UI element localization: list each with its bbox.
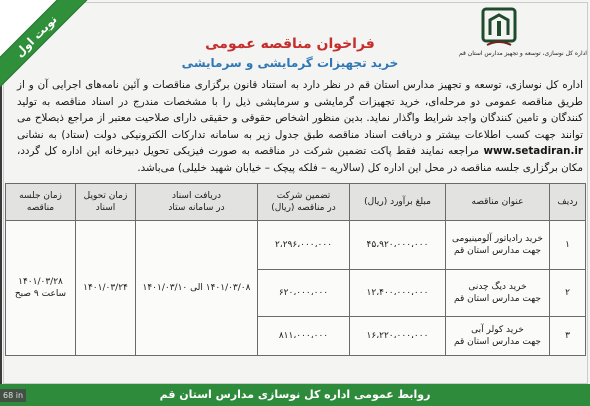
footer-bar [0,384,590,406]
tender-table [5,183,586,356]
estimate-amount: ۱۶،۲۲۰،۰۰۰،۰۰۰ [350,317,446,356]
header-guarantee-line2: در مناقصه (ریال) [271,203,336,213]
session-time: ساعت ۹ صبح [14,289,67,299]
announcement-text-part2: مراجعه نمایند فقط پاکت تضمین شرکت در مناقصه به صورت فیزیکی تحویل دبیرخانه این اداره کل گردد، مکان برگزاری جلسه مناقصه در محل این اداره کل (سالاریه – فلکه پیچک – خیابان شهید خلیلی) می‌باشد. [17,145,583,174]
page-subtitle: خرید تجهیزات گرمایشی و سرمایشی [181,56,399,70]
header-download-line2: در سامانه ستاد [168,203,225,213]
header-delivery-line2: اسناد [95,203,116,213]
announcement-text [17,77,583,176]
tender-title-line1: خرید دیگ چدنی [468,282,527,292]
announcement-text-part1: اداره کل نوسازی، توسعه و تجهیز مدارس استان قم در نظر دارد به استناد قانون برگزاری مناقصات و آئین نامه‌های اجرایی آن و از طریق مناقصه عمومی دو مرحله‌ای، خرید تجهیزات گرمایشی و سرمایشی ذیل را با مشخصات مندرج در اسناد مناقصه به تولید کنندگان و تامین کنندگان واجد شرایط واگذار نماید. بدین منظور اشخاص حقوقی و حقیقی دارای صلاحیت معتبر از مراجع ذیصلاح می توانند جهت کسب اطلاعات بیشتر و دریافت اسناد مناقصه طبق جدول زیر به سامانه تدارکات الکترونیکی دولت (ستاد) به نشانی [17,79,583,141]
page-title: فراخوان مناقصه عمومی [205,36,375,52]
header-estimate: مبلغ برآورد (ریال) [350,184,446,221]
estimate-amount: ۴۵،۹۲۰،۰۰۰،۰۰۰ [350,221,446,270]
viewer-badge: 68 in [0,389,26,402]
header-session: زمان جلسه مناقصه [6,184,76,221]
round-badge-label: نوبت اول [12,12,60,60]
tender-title [446,221,550,270]
tender-title-line2: جهت مدارس استان قم [454,337,541,347]
organization-emblem-icon [478,7,520,49]
guarantee-amount: ۲،۲۹۶،۰۰۰،۰۰۰ [258,221,350,270]
row-number: ۱ [550,221,586,270]
table-row [6,221,586,270]
tender-title-line2: جهت مدارس استان قم [454,294,541,304]
header-row-number: ردیف [550,184,586,221]
delivery-date: ۱۴۰۱/۰۳/۲۴ [76,221,136,356]
header-guarantee-line1: تضمین شرکت [276,191,331,201]
header-delivery-line1: زمان تحویل [83,191,128,201]
header-download [136,184,258,221]
tender-title-line1: خرید کولر آبی [471,325,524,335]
estimate-amount: ۱۲،۴۰۰،۰۰۰،۰۰۰ [350,270,446,317]
header-delivery [76,184,136,221]
tender-title [446,270,550,317]
header-download-line1: دریافت اسناد [171,191,222,201]
header-tender-title: عنوان مناقصه [446,184,550,221]
session-date: ۱۴۰۱/۰۳/۲۸ [18,277,63,287]
guarantee-amount: ۶۲۰،۰۰۰،۰۰۰ [258,270,350,317]
row-number: ۲ [550,270,586,317]
row-number: ۳ [550,317,586,356]
ad-content [5,77,585,356]
table-header-row [6,184,586,221]
session-datetime [6,221,76,356]
logo-caption: اداره کل نوسازی، توسعه و تجهیز مدارس استان قم [459,50,587,57]
guarantee-amount: ۸۱۱،۰۰۰،۰۰۰ [258,317,350,356]
tender-title-line1: خرید رادیاتور آلومینیومی [452,234,543,244]
tender-title [446,317,550,356]
footer-text: روابط عمومی اداره کل نوسازی مدارس استان قم [159,388,431,401]
header-guarantee [258,184,350,221]
tender-title-line2: جهت مدارس استان قم [454,246,541,256]
setad-url: www.setadiran.ir [483,145,584,157]
download-period: ۱۴۰۱/۰۳/۰۸ الی ۱۴۰۱/۰۳/۱۰ [136,221,258,356]
